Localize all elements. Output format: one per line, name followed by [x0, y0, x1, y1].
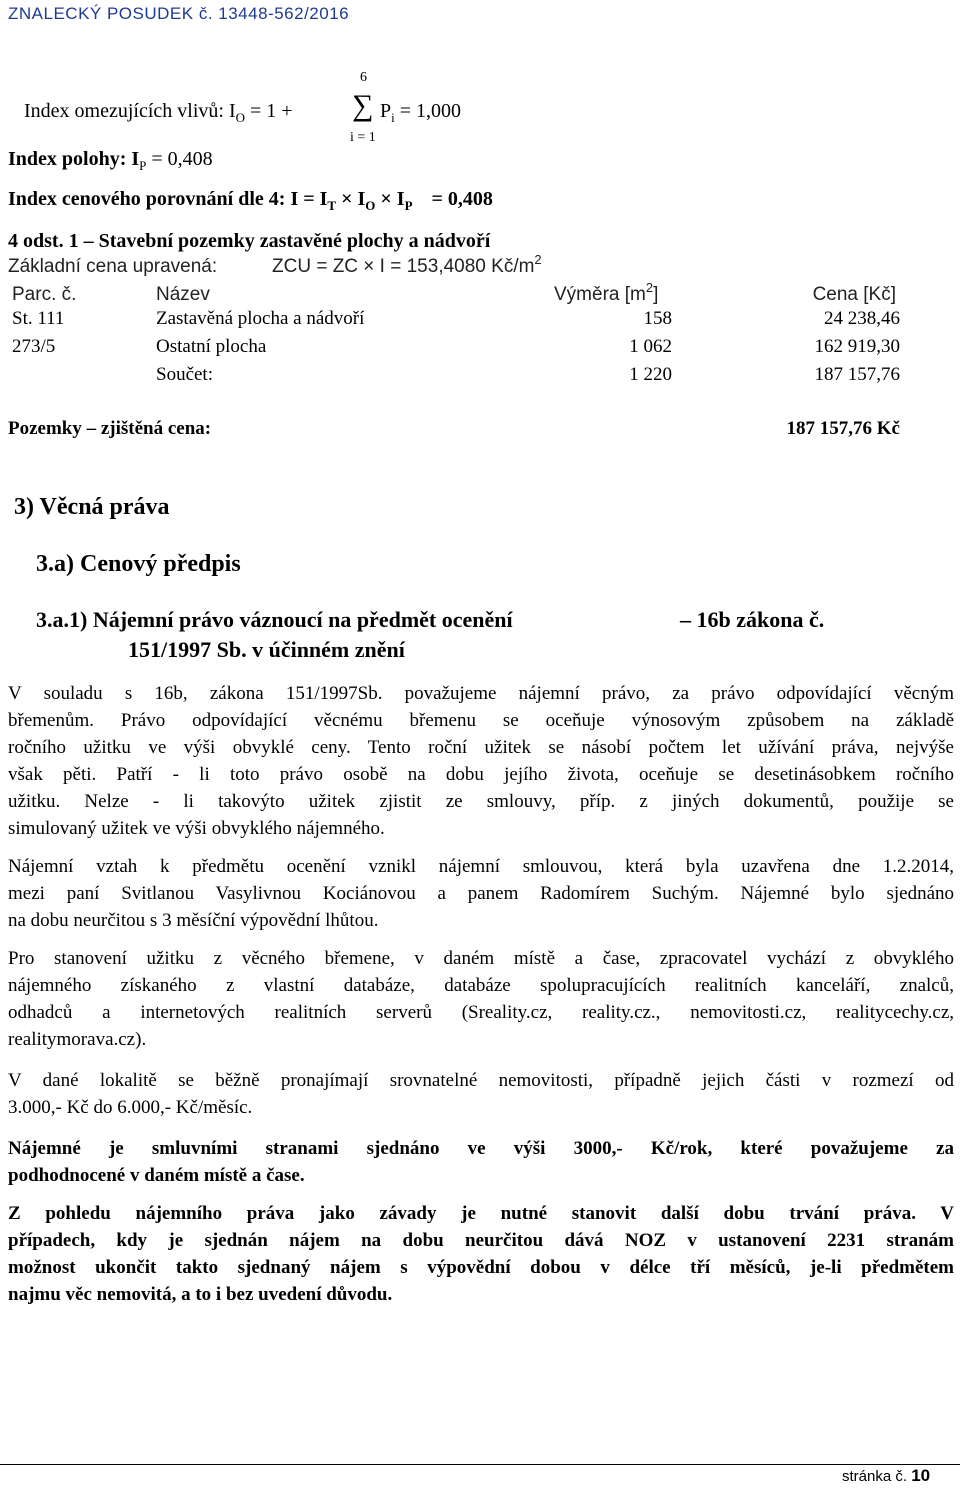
index-polohy-label: Index polohy: I: [8, 148, 140, 170]
table-row-2-nazev: Ostatní plocha: [156, 336, 267, 357]
document-header: ZNALECKÝ POSUDEK č. 13448-562/2016: [8, 4, 350, 23]
paragraph-3-line-1: Pro stanovení užitku z věcného břemene, v daném místě a čase, zpracovatel vychází z obvyklého: [8, 948, 954, 969]
sum-bottom: i = 1: [350, 130, 376, 145]
heading-cenovy-predpis: 3.a) Cenový předpis: [36, 551, 241, 577]
table-header-vymera-text: Výměra [m: [554, 284, 646, 305]
sum-p-sub: i: [391, 110, 395, 125]
index-omezujicich-sub: O: [235, 110, 246, 125]
paragraph-3-line-4: realitymorava.cz).: [8, 1029, 147, 1050]
paragraph-6: [8, 1200, 954, 1308]
pozemky-label: Pozemky – zjištěná cena:: [8, 418, 212, 439]
paragraph-1-line-1: V souladu s 16b, zákona 151/1997Sb. považujeme nájemní právo, za právo odpovídající věcným: [8, 683, 954, 704]
section-4odst-title: 4 odst. 1 – Stavební pozemky zastavěné plochy a nádvoří: [8, 230, 491, 252]
footer-page-number: 10: [911, 1466, 931, 1485]
paragraph-2-line-3: na dobu neurčitou s 3 měsíční výpovědní lhůtou.: [8, 910, 379, 931]
index-omezujicich-plus: = 1 +: [250, 100, 293, 122]
zakladni-cena-formula: [272, 252, 542, 278]
paragraph-1-line-5: užitku. Nelze - li takovýto užitek zjistit ze smlouvy, příp. z jiných dokumentů, použije se: [8, 791, 954, 812]
sum-top: 6: [360, 70, 367, 85]
index-cenoveho-sub-p: P: [404, 198, 413, 213]
index-cenoveho: [8, 188, 493, 211]
index-cenoveho-sub-o: O: [365, 198, 376, 213]
heading-najemni-pravo-zakon: – 16b zákona č.: [680, 607, 825, 632]
table-row-2-cena: 162 919,30: [814, 336, 900, 357]
paragraph-1-line-6: simulovaný užitek ve výši obvyklého nájemného.: [8, 818, 385, 839]
paragraph-3-line-3: odhadců a internetových realitních serverů (Sreality.cz, reality.cz., nemovitosti.cz, realitycechy.cz,: [8, 1002, 954, 1023]
table-row-1-nazev: Zastavěná plocha a nádvoří: [156, 308, 365, 329]
index-polohy: [8, 148, 213, 171]
index-omezujicich-i: I: [228, 100, 236, 122]
zakladni-cena-sup: 2: [534, 252, 542, 267]
zakladni-cena-value: ZCU = ZC × I = 153,4080 Kč/m: [272, 256, 535, 277]
paragraph-4: [8, 1067, 954, 1121]
sum-symbol: ∑: [352, 89, 374, 122]
table-total-label: Součet:: [156, 364, 213, 385]
pozemky-value: 187 157,76 Kč: [786, 418, 900, 439]
index-omezujicich-formula: [24, 100, 293, 123]
heading-najemni-pravo-line2: 151/1997 Sb. v účinném znění: [128, 637, 405, 662]
table-header-vymera-sup: 2: [645, 280, 654, 295]
heading-najemni-pravo-line1: 3.a.1) Nájemní právo váznoucí na předmět ocenění: [36, 607, 513, 632]
index-cenoveho-label: Index cenového porovnání dle 4: I = I: [8, 188, 328, 210]
table-header-vymera-end: ]: [653, 284, 659, 305]
paragraph-1-line-2: břemenům. Právo odpovídající věcnému břemenu se oceňuje výnosovým způsobem na základě: [8, 710, 954, 731]
paragraph-6-line-2: případech, kdy je sjednán nájem na dobu neurčitou dává NOZ v ustanovení 2231 stranám: [8, 1230, 954, 1251]
paragraph-5: [8, 1135, 954, 1189]
sum-term: [380, 100, 461, 123]
footer-page-label: stránka č.: [842, 1468, 908, 1485]
paragraph-6-line-1: Z pohledu nájemního práva jako závady je nutné stanovit další dobu trvání práva. V: [8, 1203, 954, 1224]
table-header-cena: Cena [Kč]: [812, 284, 896, 305]
footer-divider: [0, 1464, 960, 1465]
paragraph-2-line-1: Nájemní vztah k předmětu ocenění vznikl nájemní smlouvou, která byla uzavřena dne 1.2.2014,: [8, 856, 954, 877]
index-cenoveho-value: = 0,408: [431, 188, 493, 210]
index-polohy-sub: P: [139, 158, 147, 173]
table-header-vymera: [554, 280, 659, 306]
table-row-2-parc: 273/5: [12, 336, 56, 357]
paragraph-1-line-3: ročního užitku ve výši obvyklé ceny. Tento roční užitek se násobí počtem let užívání práva, nejvýše: [8, 737, 954, 758]
paragraph-6-line-3: možnost ukončit takto sjednaný nájem s výpovědní dobou v délce tří měsíců, je-li předmětem: [8, 1257, 954, 1278]
table-total-cena: 187 157,76: [814, 364, 900, 385]
paragraph-5-line-2: podhodnocené v daném místě a čase.: [8, 1165, 305, 1186]
table-row-1-vymera: 158: [643, 308, 672, 329]
index-polohy-value: = 0,408: [151, 148, 213, 170]
footer-page: [842, 1466, 930, 1486]
index-cenoveho-times2: × I: [380, 188, 405, 210]
paragraph-5-line-1: Nájemné je smluvními stranami sjednáno ve výši 3000,- Kč/rok, které považujeme za: [8, 1138, 954, 1159]
zakladni-cena-label: Základní cena upravená:: [8, 256, 218, 277]
index-cenoveho-sub-t: T: [327, 198, 337, 213]
paragraph-6-line-4: najmu věc nemovitá, a to i bez uvedení důvodu.: [8, 1284, 393, 1305]
heading-vecna-prava: 3) Věcná práva: [14, 494, 170, 520]
paragraph-2: [8, 853, 954, 934]
paragraph-3: [8, 945, 954, 1053]
paragraph-1: [8, 680, 954, 842]
index-omezujicich-label: Index omezujících vlivů:: [24, 100, 224, 122]
paragraph-4-line-2: 3.000,- Kč do 6.000,- Kč/měsíc.: [8, 1097, 253, 1118]
paragraph-3-line-2: nájemného získaného z vlastní databáze, databáze spolupracujících realitních kanceláří, znalců,: [8, 975, 954, 996]
table-row-1-cena: 24 238,46: [824, 308, 900, 329]
paragraph-4-line-1: V dané lokalitě se běžně pronajímají srovnatelné nemovitosti, případně jejich části v rozmezí od: [8, 1070, 954, 1091]
table-header-nazev: Název: [156, 284, 210, 305]
paragraph-1-line-4: však pěti. Patří - li toto právo osobě na dobu jejího života, oceňuje se desetinásobkem ročního: [8, 764, 954, 785]
table-header-parc: Parc. č.: [12, 284, 77, 305]
table-total-vymera: 1 220: [629, 364, 672, 385]
table-row-1-parc: St. 111: [12, 308, 65, 329]
sum-p: P: [380, 100, 392, 122]
paragraph-2-line-2: mezi paní Svitlanou Vasylivnou Kociánovou a panem Radomírem Suchým. Nájemné bylo sjednáno: [8, 883, 954, 904]
sum-result: = 1,000: [399, 100, 462, 122]
table-row-2-vymera: 1 062: [629, 336, 672, 357]
index-cenoveho-times1: × I: [341, 188, 366, 210]
